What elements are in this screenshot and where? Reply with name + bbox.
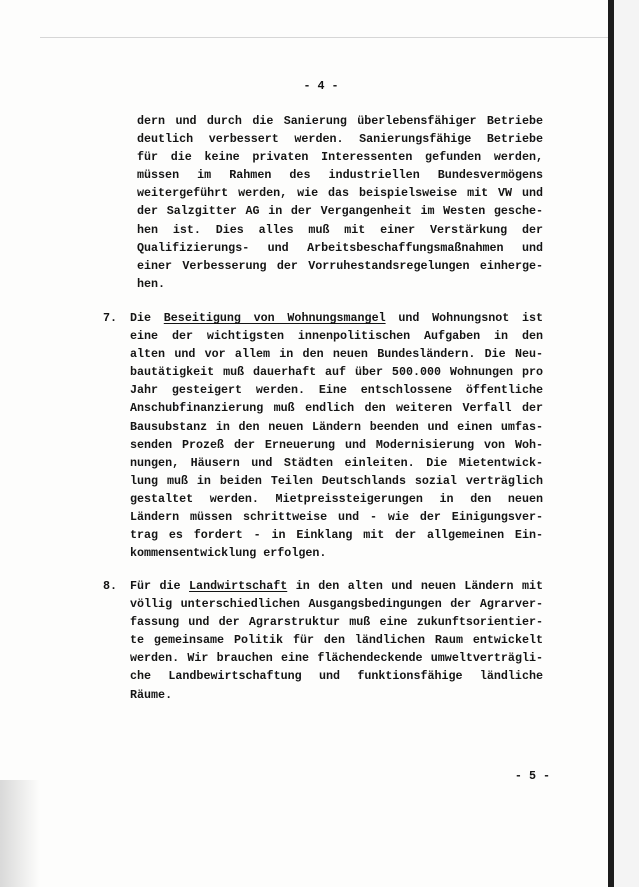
text-line: hen ist. Dies alles muß mit einer Verstärkung der: [137, 222, 543, 237]
item-text: [130, 577, 543, 704]
item-text: [130, 309, 543, 562]
text-line: Räume.: [130, 687, 173, 702]
text-line: gestaltet werden. Mietpreissteigerungen in den neuen: [130, 491, 543, 506]
text-line: senden Prozeß der Erneuerung und Modernisierung von Woh-: [130, 437, 543, 452]
text-segment: in den alten und neuen Ländern mit: [295, 579, 543, 593]
page-number-footer: - 5 -: [514, 769, 550, 783]
text-line: alten und vor allem in den neuen Bundesländern. Die Neu-: [130, 347, 543, 362]
item-number: 8.: [103, 579, 118, 593]
text-line: deutlich verbessert werden. Sanierungsfähige Betriebe: [137, 132, 543, 147]
text-line: müssen im Rahmen des industriellen Bundesvermögens: [137, 168, 543, 183]
text-line: eine der wichtigsten innenpolitischen Aufgaben in den: [130, 329, 543, 344]
text-line: nungen, Häusern und Städten einleiten. Die Mietentwick-: [130, 455, 543, 470]
scan-left-edge-shadow: [0, 780, 40, 887]
text-line: Jahr gesteigert werden. Eine entschlossene öffentliche: [130, 383, 543, 398]
text-segment: Für die: [130, 579, 181, 593]
text-line: Anschubfinanzierung muß endlich den weiteren Verfall der: [130, 401, 543, 416]
text-line: Qualifizierungs- und Arbeitsbeschaffungsmaßnahmen und: [137, 240, 543, 255]
continuation-paragraph: [137, 112, 543, 293]
text-line: lung muß in beiden Teilen Deutschlands sozial verträglich: [130, 473, 543, 488]
text-segment: Die: [130, 311, 152, 325]
text-line: [130, 577, 543, 595]
text-line: che Landbewirtschaftung und funktionsfähige ländliche: [130, 669, 543, 684]
text-line: trag es fordert - in Einklang mit der allgemeinen Ein-: [130, 528, 543, 543]
underlined-term: Landwirtschaft: [189, 579, 288, 593]
text-line: [130, 309, 543, 327]
text-line: Ländern müssen schrittweise und - wie der Einigungsver-: [130, 510, 543, 525]
text-line: völlig unterschiedlichen Ausgangsbedingungen der Agrarver-: [130, 597, 543, 612]
text-line: kommensentwicklung erfolgen.: [130, 546, 327, 561]
text-line: einer Verbesserung der Vorruhestandsregelungen einherge-: [137, 258, 543, 273]
text-line: weitergeführt werden, wie das beispielsweise mit VW und: [137, 186, 543, 201]
text-line: der Salzgitter AG in der Vergangenheit im Westen gesche-: [137, 204, 543, 219]
text-line: Bausubstanz in den neuen Ländern beenden und einen umfas-: [130, 419, 543, 434]
text-line: bautätigkeit muß dauerhaft auf über 500.000 Wohnungen pro: [130, 365, 543, 380]
text-line: dern und durch die Sanierung überlebensfähiger Betriebe: [137, 114, 543, 128]
item-number: 7.: [103, 311, 118, 325]
underlined-term: Beseitigung von Wohnungsmangel: [163, 311, 386, 325]
text-segment: und Wohnungsnot ist: [398, 311, 544, 325]
page-number-header: - 4 -: [303, 79, 339, 93]
text-line: te gemeinsame Politik für den ländlichen Raum entwickelt: [130, 633, 543, 648]
text-line: hen.: [137, 276, 166, 291]
scan-right-margin: [614, 0, 639, 887]
text-line: für die keine privaten Interessenten gefunden werden,: [137, 150, 543, 165]
scan-right-edge: [608, 0, 614, 887]
text-line: fassung und der Agrarstruktur muß eine zukunftsorientier-: [130, 615, 543, 630]
scan-top-edge: [40, 37, 608, 38]
text-line: werden. Wir brauchen eine flächendeckende umweltverträgli-: [130, 651, 543, 666]
